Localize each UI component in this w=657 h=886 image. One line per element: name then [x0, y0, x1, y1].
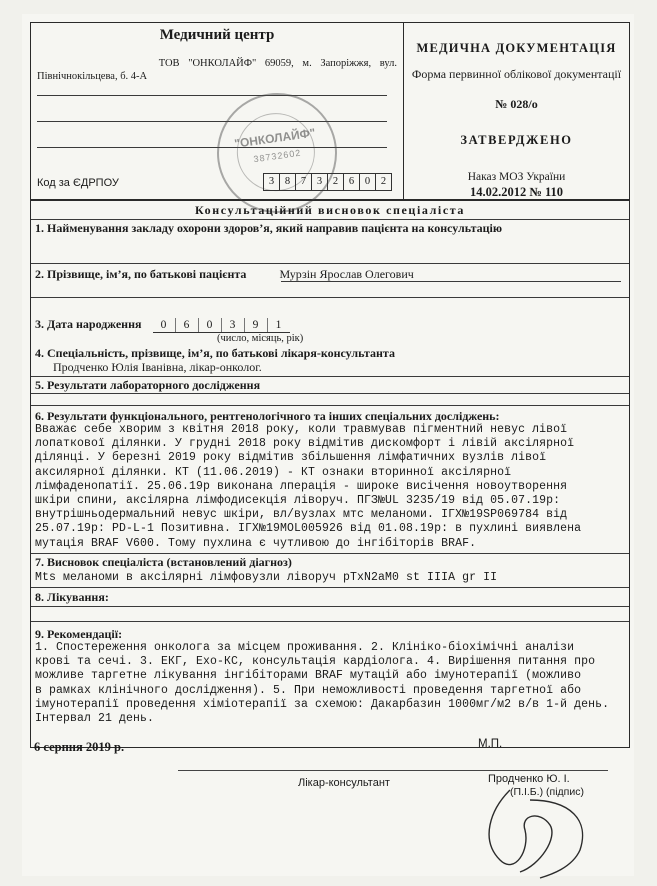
section-8-label: 8. Лікування:: [35, 590, 109, 604]
address-line-2: Північнокільцева, б. 4-А: [37, 71, 148, 82]
form-number: № 028/о: [495, 97, 538, 111]
order-date: 14.02.2012 № 110: [469, 185, 564, 199]
doctor-role: Лікар-консультант: [298, 777, 390, 789]
section-divider: [31, 405, 629, 406]
edrpou-digit: 7: [296, 174, 312, 190]
edrpou-digit: 3: [264, 174, 280, 190]
birth-date-boxes: [153, 318, 290, 333]
text-line: крові та сечі. 3. ЕКГ, Ехо-КС, консультація кардіолога. 4. Вирішення питання про: [35, 655, 596, 669]
text-line: лімфаденопатії. 25.06.19р виконана лперація - широке висічення новоутворення: [35, 479, 568, 493]
institution-address: [37, 57, 397, 83]
address-line-1: ТОВ "ОНКОЛАЙФ" 69059, м. Запоріжжя, вул.: [158, 58, 397, 69]
text-line: лопаткової ділянки. У грудні 2018 року відмітив дискомфорт і лівій аксілярної: [35, 437, 575, 451]
section-3-label: 3. Дата народження: [35, 317, 142, 331]
section-1-label: 1. Найменування закладу охорони здоров’я, який направив пацієнта на консультацію: [35, 221, 503, 235]
handwritten-signature: [470, 780, 620, 880]
text-line: в рамках клінічного дослідження). 5. При неможливості проведення таргетної або: [35, 683, 582, 697]
text-line: аксилярної ділянки. КТ (11.06.2019) - КТ ознаки вторинної аксілярної: [35, 465, 512, 479]
section-divider: [31, 376, 629, 377]
patient-name-underline: [281, 281, 621, 282]
edrpou-digit: 8: [280, 174, 296, 190]
text-line: можливе таргетне лікування інгібіторами BRAF мутацій або імунотерапії (можливо: [35, 669, 582, 683]
edrpou-digit: 2: [328, 174, 344, 190]
section-divider: [31, 393, 629, 394]
doctor-signature-name: Продченко Ю. І.: [488, 773, 570, 785]
consultant-name: Продченко Юлія Іванівна, лікар-онколог.: [53, 360, 262, 374]
section-2: [35, 267, 625, 281]
consultation-form: [30, 200, 630, 748]
edrpou-digit: 0: [360, 174, 376, 190]
diagnosis: Mts меланоми в аксілярні лімфовузли ліворуч pTxN2aM0 st IIIA gr II: [35, 571, 498, 584]
edrpou-label: Код за ЄДРПОУ: [37, 177, 119, 189]
birth-date-digit: 0: [160, 319, 167, 331]
section-divider: [31, 263, 629, 264]
title-divider: [31, 219, 629, 220]
patient-name: Мурзін Ярослав Олегович: [279, 267, 414, 281]
birth-date-digit: 3: [221, 318, 244, 332]
form-label: Форма первинної облікової документації: [411, 67, 622, 81]
document-date: 6 серпня 2019 р.: [34, 740, 125, 754]
address-underline: [37, 95, 387, 96]
section-7-label: 7. Висновок спеціаліста (встановлений діагноз): [35, 555, 292, 569]
text-line: Вважає себе хворим з квітня 2018 року, коли травмував пігментний невус лівої: [35, 423, 568, 436]
section-3: [35, 317, 625, 333]
text-line: 25.07.19р: PD-L-1 Позитивна. ІГХ№19MOL005926 від 01.08.19р: в пухлині виявлена: [35, 522, 582, 536]
text-line: імунотерапії проведення хіміотерапії за схемою: Дакарбазин 1000мг/м2 в/в 1-й день.: [35, 697, 610, 711]
form-title: Консультаційний висновок спеціаліста: [194, 203, 466, 217]
section-2-label: 2. Прізвище, ім’я, по батькові пацієнта: [35, 267, 247, 281]
stamp-code: 38732602: [252, 147, 302, 165]
medical-doc-heading: МЕДИЧНА ДОКУМЕНТАЦІЯ: [416, 41, 617, 55]
birth-date-digit: 0: [198, 318, 221, 332]
birth-date-digit: 9: [244, 318, 267, 332]
section-divider: [31, 621, 629, 622]
edrpou-digit: 6: [344, 174, 360, 190]
text-line: мутація BRAF V600. Тому пухлина є чутливою до інгібіторів BRAF.: [35, 536, 477, 550]
signature-hint: (П.І.Б.) (підпис): [510, 786, 584, 798]
edrpou-digit: 2: [380, 176, 387, 187]
birth-date-digit: 6: [175, 318, 198, 332]
section-5-label: 5. Результати лабораторного дослідження: [35, 378, 261, 392]
document-header: [30, 22, 630, 200]
text-line: шкіри спини, аксілярна лімфодисекція ліворуч. ПГЗ№UL 3235/19 від 05.07.19р:: [35, 494, 561, 508]
section-9-text: [35, 641, 625, 726]
stamp-place-label: М.П.: [478, 738, 503, 750]
text-line: 1. Спостереження онколога за місцем проживання. 2. Клініко-біохімічні аналізи: [35, 641, 575, 654]
section-divider: [31, 553, 629, 554]
section-4-label: 4. Спеціальність, прізвище, ім’я, по батькові лікаря-консультанта: [35, 346, 395, 360]
birth-date-hint: (число, місяць, рік): [217, 333, 304, 344]
signature-line: [178, 770, 608, 771]
section-6-text: [35, 423, 625, 551]
approved-heading: ЗАТВЕРДЖЕНО: [460, 133, 573, 147]
stamp-name: "ОНКОЛАЙФ": [233, 125, 317, 151]
institution-title: Медичний центр: [159, 27, 275, 43]
birth-date-digit: 1: [267, 318, 290, 332]
order-label: Наказ МОЗ України: [467, 171, 566, 183]
edrpou-digit: 3: [312, 174, 328, 190]
text-line: Інтервал 21 день.: [35, 712, 155, 726]
text-line: внутрішньодермальний невус шкіри, вл/вузлах мтс меланоми. ІГХ№19SP069784 від: [35, 508, 568, 522]
section-6-label: 6. Результати функціонального, рентгенологічного та інших спеціальних досліджень:: [35, 409, 500, 423]
section-9-label: 9. Рекомендації:: [35, 627, 123, 641]
edrpou-code-boxes: [263, 173, 392, 191]
section-divider: [31, 587, 629, 588]
blank-line: [37, 121, 387, 122]
section-divider: [31, 606, 629, 607]
section-divider: [31, 297, 629, 298]
text-line: ділянці. У березні 2019 року відмітив збільшення лімфатичних вузлів лівої: [35, 451, 547, 465]
